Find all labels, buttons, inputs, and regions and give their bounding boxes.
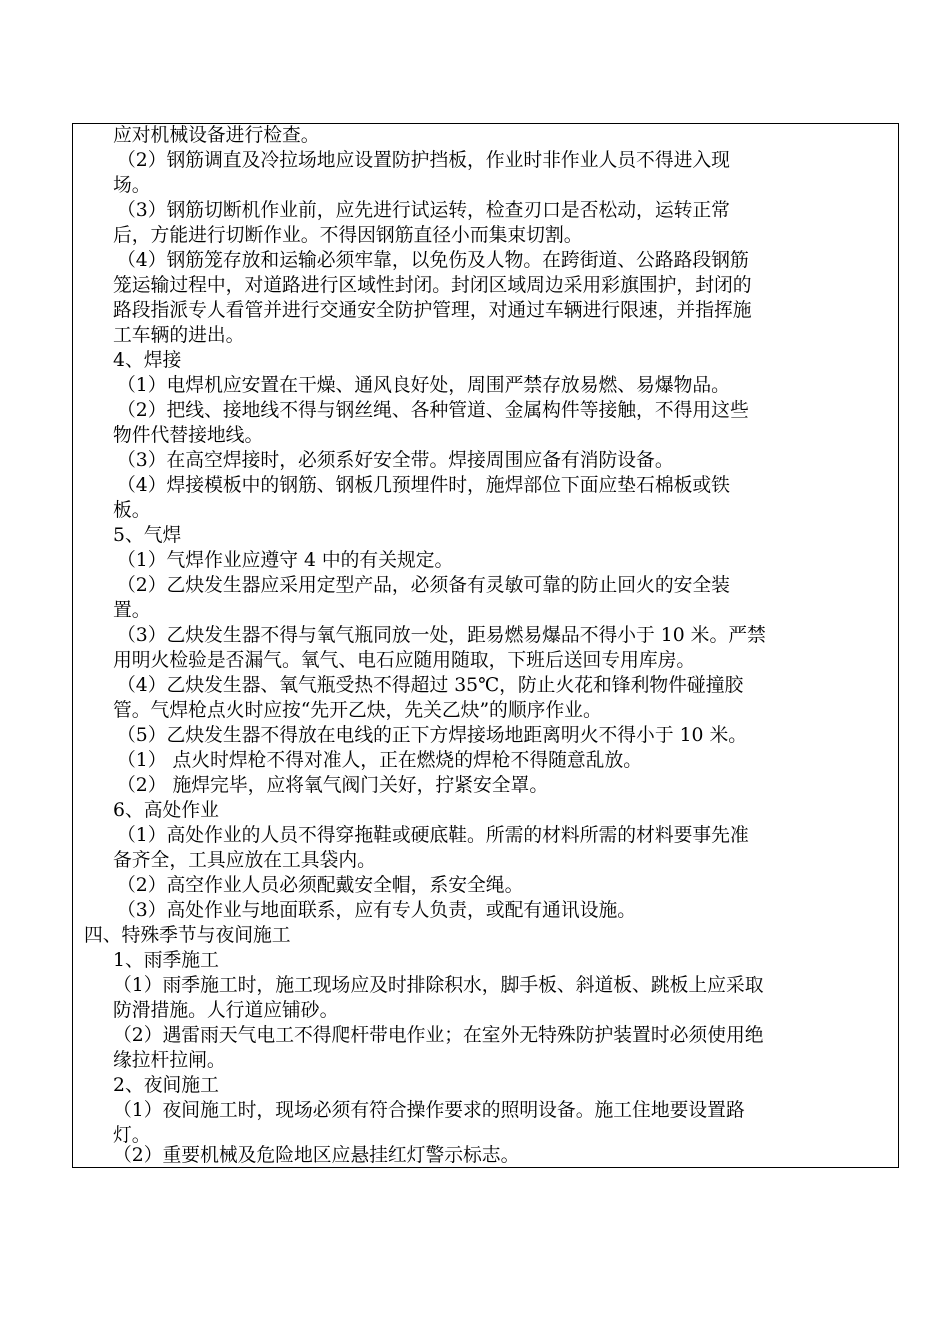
text-line: 板。 bbox=[113, 500, 151, 521]
text-line: （3）在高空焊接时，必须系好安全带。焊接周围应备有消防设备。 bbox=[117, 450, 674, 471]
text-line: （2）遇雷雨天气电工不得爬杆带电作业；在室外无特殊防护装置时必须使用绝 bbox=[113, 1025, 764, 1046]
text-line: 用明火检验是否漏气。氧气、电石应随用随取，下班后送回专用库房。 bbox=[113, 650, 696, 671]
text-line: （4）乙炔发生器、氧气瓶受热不得超过 35℃，防止火花和锋利物件碰撞胶 bbox=[117, 675, 744, 696]
text-line: 路段指派专人看管并进行交通安全防护管理，对通过车辆进行限速，并指挥施 bbox=[113, 300, 752, 321]
section-heading: 2、夜间施工 bbox=[113, 1075, 219, 1096]
text-line: （4）钢筋笼存放和运输必须牢靠，以免伤及人物。在跨街道、公路路段钢筋 bbox=[117, 250, 749, 271]
text-line: （1）电焊机应安置在干燥、通风良好处，周围严禁存放易燃、易爆物品。 bbox=[117, 375, 730, 396]
text-line: （1） 点火时焊枪不得对准人，正在燃烧的焊枪不得随意乱放。 bbox=[117, 750, 643, 771]
text-line: 后，方能进行切断作业。不得因钢筋直径小而集束切割。 bbox=[113, 225, 583, 246]
text-line: 物件代替接地线。 bbox=[113, 425, 264, 446]
section-heading: 4、焊接 bbox=[113, 350, 182, 371]
text-line: （1）夜间施工时，现场必须有符合操作要求的照明设备。施工住地要设置路 bbox=[113, 1100, 745, 1121]
text-line: （3）乙炔发生器不得与氧气瓶同放一处，距易燃易爆品不得小于 10 米。严禁 bbox=[117, 625, 766, 646]
text-line: （4）焊接模板中的钢筋、钢板几预埋件时，施焊部位下面应垫石棉板或铁 bbox=[117, 475, 730, 496]
text-line: 应对机械设备进行检查。 bbox=[113, 125, 320, 146]
text-line: 灯。 bbox=[113, 1125, 151, 1146]
text-line: 管。气焊枪点火时应按“先开乙炔，先关乙炔”的顺序作业。 bbox=[113, 700, 602, 721]
text-line: （1）雨季施工时，施工现场应及时排除积水，脚手板、斜道板、跳板上应采取 bbox=[113, 975, 764, 996]
section-heading: 6、高处作业 bbox=[113, 800, 219, 821]
section-heading: 5、气焊 bbox=[113, 525, 182, 546]
text-line: （2）把线、接地线不得与钢丝绳、各种管道、金属构件等接触，不得用这些 bbox=[117, 400, 749, 421]
text-line: （3）高处作业与地面联系，应有专人负责，或配有通讯设施。 bbox=[117, 900, 637, 921]
text-line: 置。 bbox=[113, 600, 151, 621]
text-line: （2）钢筋调直及冷拉场地应设置防护挡板，作业时非作业人员不得进入现 bbox=[117, 150, 730, 171]
text-line: （2）重要机械及危险地区应悬挂红灯警示标志。 bbox=[113, 1145, 520, 1166]
text-line: （5）乙炔发生器不得放在电线的正下方焊接场地距离明火不得小于 10 米。 bbox=[117, 725, 748, 746]
chapter-heading: 四、特殊季节与夜间施工 bbox=[84, 925, 291, 946]
text-line: 场。 bbox=[113, 175, 151, 196]
section-heading: 1、雨季施工 bbox=[113, 950, 219, 971]
text-line: 笼运输过程中，对道路进行区域性封闭。封闭区域周边采用彩旗围护，封闭的 bbox=[113, 275, 752, 296]
text-line: （2）乙炔发生器应采用定型产品，必须备有灵敏可靠的防止回火的安全装 bbox=[117, 575, 730, 596]
text-line: 工车辆的进出。 bbox=[113, 325, 245, 346]
text-line: 防滑措施。人行道应铺砂。 bbox=[113, 1000, 339, 1021]
text-line: （1）气焊作业应遵守 4 中的有关规定。 bbox=[117, 550, 454, 571]
document-table-cell bbox=[72, 123, 899, 1168]
text-line: （3）钢筋切断机作业前，应先进行试运转，检查刃口是否松动，运转正常 bbox=[117, 200, 730, 221]
text-line: （2）高空作业人员必须配戴安全帽，系安全绳。 bbox=[117, 875, 524, 896]
text-line: 备齐全，工具应放在工具袋内。 bbox=[113, 850, 376, 871]
text-line: （2） 施焊完毕，应将氧气阀门关好，拧紧安全罩。 bbox=[117, 775, 549, 796]
text-line: 缘拉杆拉闸。 bbox=[113, 1050, 226, 1071]
text-line: （1）高处作业的人员不得穿拖鞋或硬底鞋。所需的材料所需的材料要事先准 bbox=[117, 825, 749, 846]
